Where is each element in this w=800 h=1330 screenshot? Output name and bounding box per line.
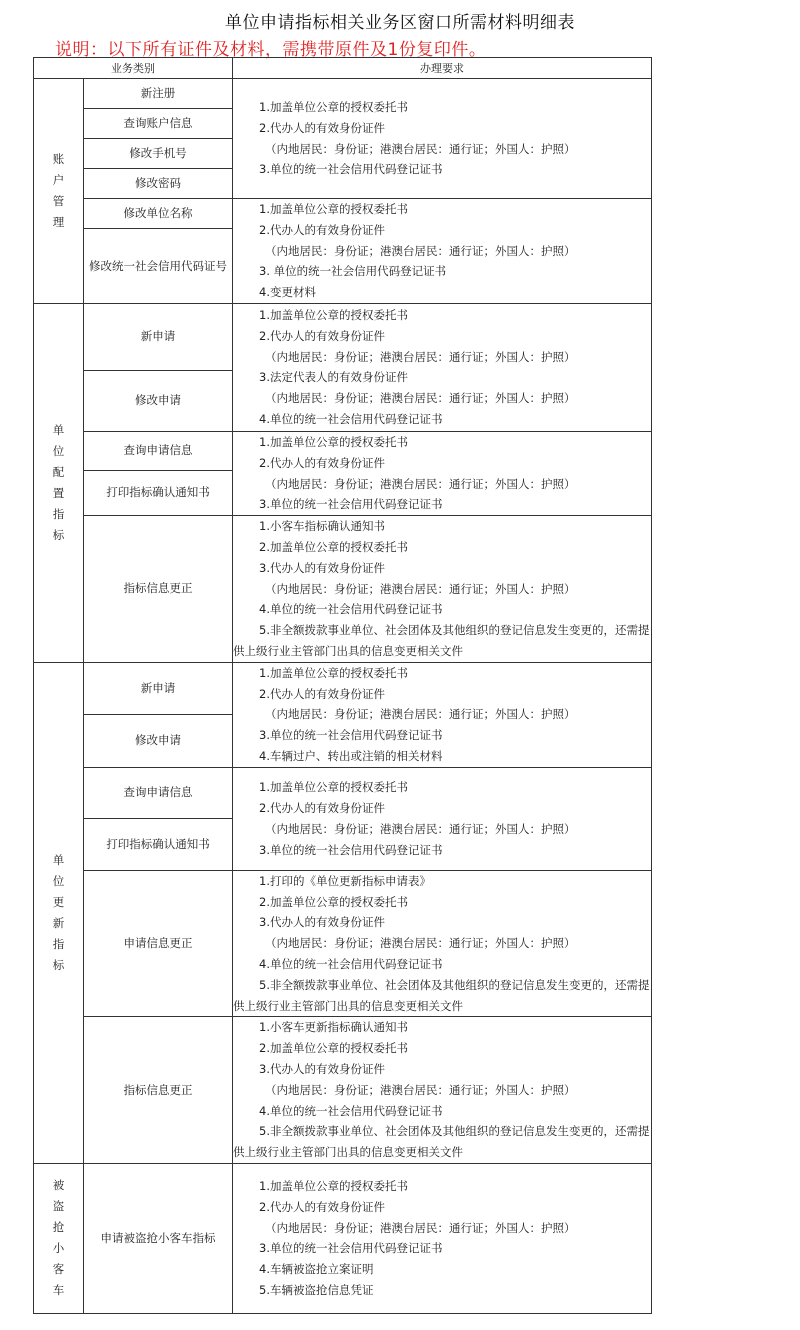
requirement-line: 3.单位的统一社会信用代码登记证书 (259, 497, 443, 512)
item-renewal-correct-application: 申请信息更正 (84, 870, 233, 1017)
item-change-unit-name: 修改单位名称 (84, 199, 233, 229)
requirements-renewal-query (233, 767, 652, 870)
category-account-management (34, 79, 84, 304)
category-char: 位 (52, 443, 65, 458)
category-char: 小 (52, 1241, 65, 1256)
item-query-account: 查询账户信息 (84, 109, 233, 139)
requirement-line: 3.单位的统一社会信用代码登记证书 (259, 842, 443, 857)
requirement-line: 2.代办人的有效身份证件 (259, 455, 385, 470)
category-char: 盗 (52, 1199, 65, 1214)
item-renewal-print-notice: 打印指标确认通知书 (84, 818, 233, 870)
requirement-line: 2.代办人的有效身份证件 (259, 120, 385, 135)
category-char: 账 (52, 151, 65, 166)
requirement-line: 供上级行业主管部门出具的信息变更相关文件 (233, 1145, 463, 1160)
instruction-note: 说明：以下所有证件及材料，需携带原件及1份复印件。 (55, 40, 487, 60)
requirement-line: 2.加盖单位公章的授权委托书 (259, 539, 408, 554)
requirement-line: 2.加盖单位公章的授权委托书 (259, 1041, 408, 1056)
requirement-line: 1.小客车更新指标确认通知书 (259, 1020, 408, 1035)
requirement-line: （内地居民：身份证；港澳台居民：通行证；外国人：护照） (265, 581, 576, 596)
category-char: 置 (52, 485, 65, 500)
requirement-line: 4.变更材料 (259, 285, 316, 300)
requirement-line: 4.单位的统一社会信用代码登记证书 (259, 412, 443, 427)
category-char: 客 (52, 1262, 65, 1277)
requirement-line: （内地居民：身份证；港澳台居民：通行证；外国人：护照） (265, 707, 576, 722)
requirement-line: 3.单位的统一社会信用代码登记证书 (259, 728, 443, 743)
item-allocation-print-notice: 打印指标确认通知书 (84, 470, 233, 516)
requirement-line: （内地居民：身份证；港澳台居民：通行证；外国人：护照） (265, 821, 576, 836)
requirement-line: 5.非全额拨款事业单位、社会团体及其他组织的登记信息发生变更的，还需提 (259, 977, 650, 992)
category-char: 管 (52, 193, 65, 208)
requirement-line: （内地居民：身份证；港澳台居民：通行证；外国人：护照） (265, 349, 576, 364)
item-allocation-modify-application: 修改申请 (84, 370, 233, 431)
requirements-account-basic (233, 79, 652, 199)
category-char: 配 (52, 464, 65, 479)
item-allocation-query-application: 查询申请信息 (84, 431, 233, 470)
requirement-line: 4.单位的统一社会信用代码登记证书 (259, 1103, 443, 1118)
category-char: 标 (52, 957, 65, 972)
requirement-line: 3.单位的统一社会信用代码登记证书 (259, 1241, 443, 1256)
requirement-line: 2.代办人的有效身份证件 (259, 328, 385, 343)
requirement-line: 5.非全额拨款事业单位、社会团体及其他组织的登记信息发生变更的，还需提 (259, 1124, 650, 1139)
item-allocation-correct-quota: 指标信息更正 (84, 516, 233, 663)
item-stolen-car-application: 申请被盗抢小客车指标 (84, 1163, 233, 1313)
requirement-line: 1.加盖单位公章的授权委托书 (259, 780, 408, 795)
item-change-password: 修改密码 (84, 169, 233, 199)
category-char: 新 (52, 915, 65, 930)
item-change-phone: 修改手机号 (84, 139, 233, 169)
category-char: 标 (52, 527, 65, 542)
requirements-stolen-car (233, 1163, 652, 1313)
category-char: 指 (52, 936, 65, 951)
requirement-line: （内地居民：身份证；港澳台居民：通行证；外国人：护照） (265, 1220, 576, 1235)
item-allocation-new-application: 新申请 (84, 303, 233, 370)
category-char: 车 (52, 1283, 65, 1298)
requirement-line: 1.加盖单位公章的授权委托书 (259, 434, 408, 449)
category-char: 更 (52, 894, 65, 909)
requirement-line: 2.代办人的有效身份证件 (259, 800, 385, 815)
requirements-allocation-apply (233, 303, 652, 431)
item-renewal-correct-quota: 指标信息更正 (84, 1017, 233, 1164)
requirement-line: 3.法定代表人的有效身份证件 (259, 370, 408, 385)
header-row (34, 58, 652, 79)
requirement-line: 2.加盖单位公章的授权委托书 (259, 894, 408, 909)
materials-table (33, 57, 652, 1314)
requirement-line: （内地居民：身份证；港澳台居民：通行证；外国人：护照） (265, 141, 576, 156)
item-renewal-modify-application: 修改申请 (84, 715, 233, 768)
item-renewal-query-application: 查询申请信息 (84, 767, 233, 818)
requirements-renewal-correct-application (233, 870, 652, 1017)
requirement-line: 3. 单位的统一社会信用代码登记证书 (259, 264, 447, 279)
requirement-line: 4.单位的统一社会信用代码登记证书 (259, 602, 443, 617)
requirement-line: （内地居民：身份证；港澳台居民：通行证；外国人：护照） (265, 1082, 576, 1097)
page-title: 单位申请指标相关业务区窗口所需材料明细表 (225, 13, 575, 33)
requirement-line: 4.单位的统一社会信用代码登记证书 (259, 956, 443, 971)
header-business-category: 业务类别 (34, 58, 233, 79)
category-char: 单 (52, 852, 65, 867)
requirements-allocation-correct (233, 516, 652, 663)
requirement-line: 1.加盖单位公章的授权委托书 (259, 1179, 408, 1193)
requirement-line: 1.小客车指标确认通知书 (259, 519, 385, 534)
category-char: 户 (52, 172, 65, 187)
requirement-line: 1.加盖单位公章的授权委托书 (259, 99, 408, 114)
requirement-line: 1.加盖单位公章的授权委托书 (259, 665, 408, 680)
requirement-line: 2.代办人的有效身份证件 (259, 1199, 385, 1214)
requirement-line: 1.加盖单位公章的授权委托书 (259, 308, 408, 323)
category-unit-allocation (34, 303, 84, 662)
requirement-line: 1.打印的《单位更新指标申请表》 (259, 873, 431, 888)
header-requirements: 办理要求 (233, 58, 652, 79)
requirement-line: 3.单位的统一社会信用代码登记证书 (259, 162, 443, 177)
requirements-allocation-query (233, 431, 652, 515)
requirement-line: 5.车辆被盗抢信息凭证 (259, 1282, 374, 1297)
item-new-registration: 新注册 (84, 79, 233, 109)
requirement-line: 5.非全额拨款事业单位、社会团体及其他组织的登记信息发生变更的，还需提 (259, 623, 650, 638)
requirement-line: （内地居民：身份证；港澳台居民：通行证；外国人：护照） (265, 391, 576, 406)
requirement-line: 3.代办人的有效身份证件 (259, 1061, 385, 1076)
category-stolen-car (34, 1163, 84, 1313)
category-char: 被 (52, 1178, 65, 1193)
requirement-line: 4.车辆过户、转出或注销的相关材料 (259, 748, 443, 763)
requirement-line: 2.代办人的有效身份证件 (259, 222, 385, 237)
category-char: 单 (52, 422, 65, 437)
requirements-renewal-apply (233, 662, 652, 767)
requirement-line: （内地居民：身份证；港澳台居民：通行证；外国人：护照） (265, 243, 576, 258)
category-char: 指 (52, 506, 65, 521)
requirement-line: （内地居民：身份证；港澳台居民：通行证；外国人：护照） (265, 476, 576, 491)
requirements-account-change (233, 199, 652, 304)
category-char: 抢 (52, 1220, 65, 1235)
category-char: 理 (52, 214, 65, 229)
requirement-line: 2.代办人的有效身份证件 (259, 686, 385, 701)
item-change-credit-code: 修改统一社会信用代码证号 (84, 229, 233, 304)
requirement-line: 1.加盖单位公章的授权委托书 (259, 202, 408, 216)
item-renewal-new-application: 新申请 (84, 662, 233, 714)
category-unit-renewal (34, 662, 84, 1163)
requirement-line: 供上级行业主管部门出具的信息变更相关文件 (233, 643, 463, 658)
category-char: 位 (52, 873, 65, 888)
requirement-line: 4.车辆被盗抢立案证明 (259, 1262, 374, 1277)
requirement-line: （内地居民：身份证；港澳台居民：通行证；外国人：护照） (265, 936, 576, 951)
requirement-line: 3.代办人的有效身份证件 (259, 560, 385, 575)
requirement-line: 3.代办人的有效身份证件 (259, 915, 385, 930)
requirements-renewal-correct-quota (233, 1017, 652, 1164)
requirement-line: 供上级行业主管部门出具的信息变更相关文件 (233, 998, 463, 1013)
